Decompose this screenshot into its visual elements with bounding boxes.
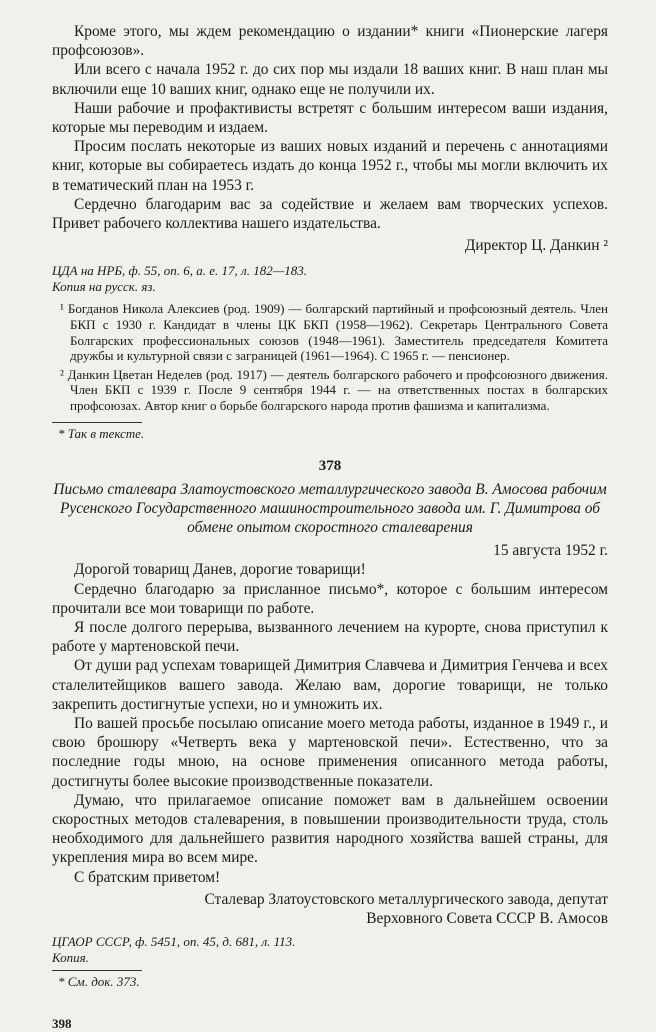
paragraph: По вашей просьбе посылаю описание моего метода работы, изданное в 1949 г., и свою брошюру «Четверть века у мартеновской печи». Естественно, что за последние годы мною, на основе применения описанного метода работы, достигнуты более высокие производственные показатели. <box>52 715 608 790</box>
paragraph: Наши рабочие и профактивисты встретят с большим интересом ваши издания, которые мы переводим и издаем. <box>52 99 608 137</box>
document-number: 378 <box>318 457 342 474</box>
letter-closing: С братским приветом! <box>74 868 221 886</box>
footnote: ² Данкин Цветан Неделев (род. 1917) — деятель болгарского рабочего и профсоюзного движения. Член БКП с 1939 г. После 9 сентября 1944 г. — на ответственных постах в болгарских профсоюзах. Автор книг о борьбе болгарского народа против фашизма и капитализма. <box>60 366 608 413</box>
paragraph: Кроме этого, мы ждем рекомендацию о издании* книги «Пионерские лагеря профсоюзов». <box>52 23 608 60</box>
paragraph: Думаю, что прилагаемое описание поможет вам в дальнейшем освоении скоростных методов сталеварения, в повышении производительности труда, столь необходимого для дальнейшего развития народного хозяйства вашей страны, для укрепления мира во всем мире. <box>52 791 608 867</box>
copy-note: Копия на русск. яз. <box>52 279 156 295</box>
document-date: 15 августа 1952 г. <box>493 542 608 560</box>
star-footnote: * См. док. 373. <box>58 974 140 990</box>
paragraph: Я после долгого перерыва, вызванного лечением на курорте, снова приступил к работе у мартеновской печи. <box>52 619 608 656</box>
copy-note: Копия. <box>52 950 89 966</box>
star-footnote: * Так в тексте. <box>58 425 145 441</box>
footnote: ¹ Богданов Никола Алексиев (род. 1909) — болгарский партийный и профсоюзный деятель. Член БКП с 1930 г. Кандидат в члены ЦК БКП (1958—1962). Секретарь Центрального Совета Болгарских профессиональных союзов (1948—1961). Заместитель председателя Комитета дружбы и культурной связи с заграницей (1961—1964). С 1965 г. — пенсионер. <box>60 301 608 364</box>
paragraph: Сердечно благодарю за присланное письмо*, которое с большим интересом прочитали все мои товарищи по работе. <box>52 580 608 617</box>
document-title: Письмо сталевара Златоустовского металлургического завода В. Амосова рабочим Русенского Государственного машиностроительного завода им. Г. Димитрова об обмене опытом скоростного сталеварения <box>53 480 607 536</box>
signature-director: Директор Ц. Данкин ² <box>464 237 608 255</box>
paragraph: От души рад успехам товарищей Димитрия Славчева и Димитрия Генчева и всех сталелитейщиков вашего завода. Желаю вам, дорогие товарищи, не только закрепить достигнутые успехи, но и умножить их. <box>52 657 608 713</box>
signature-steelworker: Сталевар Златоустовского металлургического завода, депутат Верховного Совета СССР В. Амосов <box>204 890 608 928</box>
document-page <box>52 22 608 1032</box>
page-number: 398 <box>52 1016 72 1032</box>
letter-greeting: Дорогой товарищ Данев, дорогие товарищи! <box>74 561 366 579</box>
paragraph: Или всего с начала 1952 г. до сих пор мы издали 18 ваших книг. В наш план мы включили еще 10 ваших книг, однако еще не получили их. <box>52 61 608 98</box>
footnote-divider <box>52 970 142 971</box>
archive-source: ЦДА на НРБ, ф. 55, оп. 6, а. е. 17, л. 182—183. <box>52 263 308 279</box>
footnote-divider <box>52 422 142 423</box>
archive-source: ЦГАОР СССР, ф. 5451, оп. 45, д. 681, л. 113. <box>52 934 296 950</box>
paragraph: Просим послать некоторые из ваших новых изданий и перечень с аннотациями книг, которые вы собираетесь издать до конца 1952 г., чтобы мы могли включить их в тематический план на 1953 г. <box>52 138 608 194</box>
paragraph: Сердечно благодарим вас за содействие и желаем вам творческих успехов. Привет рабочего коллектива нашего издательства. <box>52 195 608 233</box>
